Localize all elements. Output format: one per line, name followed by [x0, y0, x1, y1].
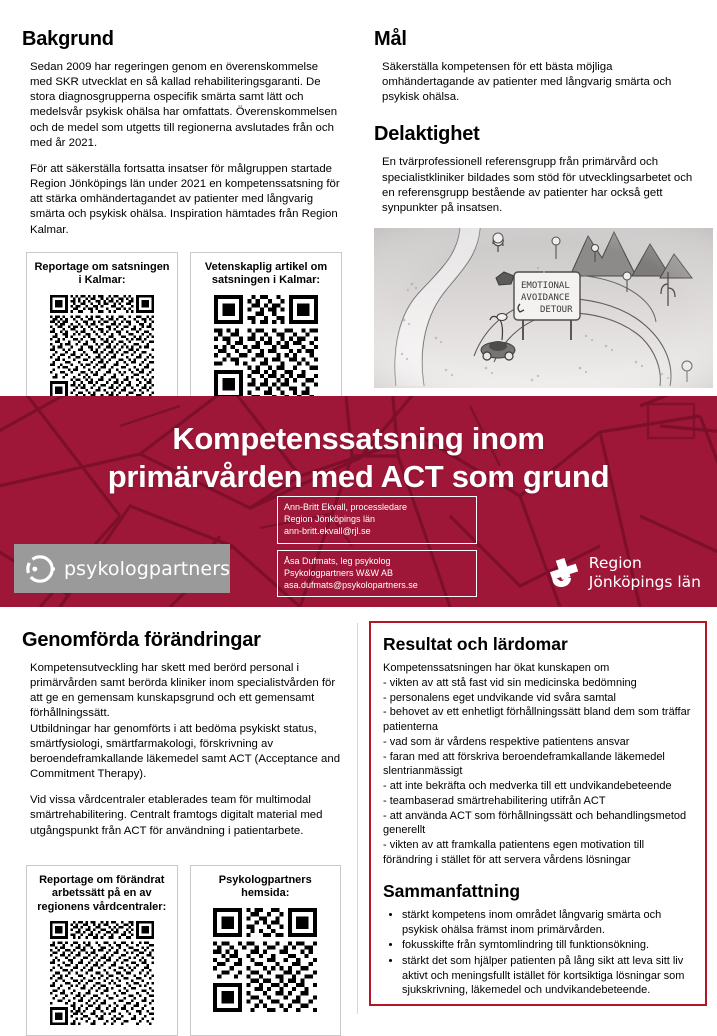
region-wordmark [589, 554, 701, 591]
resultat-item: - personalens eget undvikande vid svåra samtal [383, 691, 694, 706]
bottom-left-column [0, 607, 357, 1024]
resultat-list [383, 676, 694, 868]
bakgrund-heading: Bakgrund [22, 28, 114, 50]
genomforda-paragraph-1: Kompetensutveckling har skett med berörd personal i primärvården samt berörda kliniker inom specialistvården för att ge en gemensam kunskapsgrund och ett gemensamt förhållningssätt. [30, 662, 336, 720]
top-right-column [360, 0, 717, 396]
resultat-item: - vad som är vårdens respektive patientens ansvar [383, 735, 694, 750]
contact-name: Åsa Dufmats, leg psykolog [284, 555, 391, 566]
qr-caption: Psykologpartners hemsida: [218, 873, 312, 900]
resultat-lead: Kompetenssatsningen har ökat kunskapen om [383, 662, 610, 675]
emotional-avoidance-detour-illustration [374, 228, 713, 388]
sammanfattning-item: • stärkt kompetens inom området långvarig smärta och psykisk ohälsa främst inom primärvården. [402, 908, 694, 937]
contact-card-1 [277, 496, 477, 543]
psykologpartners-logo [14, 544, 230, 593]
sammanfattning-item: • stärkt det som hjälper patienten på lång sikt att leva sitt liv aktivt och meningsfullt istället för kortsiktiga lösningar som sjukskrivning, läkemedel och undvikandebeteende. [402, 954, 694, 998]
resultat-och-lardomar-box [369, 621, 707, 1006]
qr-row-top [22, 252, 342, 410]
poster-title-line-1: Kompetenssatsning inom [172, 421, 545, 456]
sammanfattning-heading: Sammanfattning [383, 880, 521, 901]
bakgrund-paragraph-2: För att säkerställa fortsatta insatser för målgruppen startade Region Jönköpings län under 2021 en kompetenssatsning för att stärka omhändertagandet av patienter med långvarig smärta och psykisk ohälsa. Inspiration hämtades från Region Kalmar. [30, 162, 340, 236]
delaktighet-heading: Delaktighet [374, 123, 480, 146]
psykologpartners-wordmark: psykologpartners [64, 557, 231, 580]
qr-caption: Vetenskaplig artikel om satsningen i Kalmar: [204, 260, 328, 287]
contact-org: Region Jönköpings län [284, 514, 376, 525]
region-jonkopings-lan-logo [546, 554, 701, 591]
banner-inner [0, 396, 717, 607]
genomforda-paragraph-3: Vid vissa vårdcentraler etablerades team för multimodal smärtrehabilitering. Centralt framtogs digitalt material med utgångspunkt från ACT för användning i patientarbete. [30, 794, 323, 837]
qr-card-vetenskaplig-artikel[interactable] [190, 252, 342, 410]
poster-title [0, 396, 717, 497]
contact-card-2 [277, 550, 477, 597]
sammanfattning-list [383, 908, 694, 998]
column-divider [357, 623, 358, 1014]
contact-name: Ann-Britt Ekvall, processledare [284, 502, 408, 513]
bakgrund-paragraph-1: Sedan 2009 har regeringen genom en överenskommelse med SKR utvecklat en så kallad rehabiliteringsgaranti. De stora diagnosgrupperna ospecifik smärta samt lätt och medelsvår psykisk ohälsa har omfattats. Överenskommelsen och de medel som utgetts till regionerna avslutades från och med år 2021. [30, 61, 338, 149]
resultat-item: - teambaserad smärtrehabilitering utifrån ACT [383, 794, 694, 809]
contact-org: Psykologpartners W&W AB [284, 567, 394, 578]
qr-code-image[interactable] [50, 921, 154, 1025]
genomforda-paragraph-2: Utbildningar har genomförts i att bedöma psykiskt status, smärtfysiologi, smärtfarmakologi, förskrivning av beroendeframkallande läkemedel samt ACT (Acceptance and Commitment Therapy). [30, 722, 341, 781]
region-cross-heart-icon [546, 556, 580, 590]
qr-card-psykologpartners-hemsida[interactable] [190, 865, 342, 1036]
resultat-item: - att använda ACT som förhållningssätt och behandlingsmetod generellt [383, 809, 694, 838]
contact-email[interactable]: ann-britt.ekvall@rjl.se [284, 526, 371, 537]
bottom-section [0, 607, 717, 1024]
illustration-svg [374, 228, 713, 388]
delaktighet-paragraph: En tvärprofessionell referensgrupp från primärvård och specialistkliniker bildades som stöd för utvecklingsarbetet och en referensgrupp bestående av patienter har också gett synpunkter på insatsen. [382, 156, 693, 214]
mal-heading: Mål [374, 28, 407, 50]
mal-paragraph: Säkerställa kompetensen för ett bästa möjliga omhändertagande av patienter med långvarig smärta och psykisk ohälsa. [382, 61, 672, 104]
resultat-item: - behovet av ett enhetligt förhållningssätt bland dem som träffar patienterna [383, 705, 694, 734]
banner-bottom-row [0, 502, 717, 607]
qr-caption: Reportage om förändrat arbetssätt på en av regionens vårdcentraler: [37, 873, 167, 913]
qr-card-reportage-vardcentral[interactable] [26, 865, 178, 1036]
contact-email[interactable]: asa.dufmats@psykolopartners.se [284, 579, 418, 590]
region-wordmark-line-2: Jönköpings län [588, 572, 701, 591]
resultat-item: - vikten av att framkalla patientens egen motivation till förändring i stället för att servera vårdens lösningar [383, 838, 694, 867]
top-left-column [0, 0, 360, 396]
resultat-item: - att inte bekräfta och medverka till ett undvikandebeteende [383, 779, 694, 794]
sammanfattning-item: • fokusskifte från symtomlindring till funktionsökning. [402, 938, 694, 953]
resultat-heading: Resultat och lärdomar [383, 634, 568, 654]
qr-code-image[interactable] [50, 295, 154, 399]
poster-title-line-2: primärvården med ACT som grund [107, 459, 610, 495]
qr-code-image[interactable] [214, 295, 318, 399]
resultat-item: - vikten av att stå fast vid sin medicinska bedömning [383, 676, 694, 691]
psykologpartners-mark-icon [25, 554, 55, 584]
contact-boxes [277, 496, 477, 597]
resultat-item: - faran med att förskriva beroendeframkallande läkemedel slentrianmässigt [383, 750, 694, 779]
top-section [0, 0, 717, 396]
genomforda-heading: Genomförda förändringar [22, 629, 261, 651]
bottom-right-column [357, 607, 717, 1024]
qr-code-image[interactable] [213, 908, 317, 1012]
qr-row-bottom [22, 865, 341, 1036]
qr-caption: Reportage om satsningen i Kalmar: [34, 260, 170, 287]
region-wordmark-line-1: Region [588, 554, 642, 573]
qr-card-reportage-kalmar[interactable] [26, 252, 178, 410]
title-banner [0, 396, 717, 607]
